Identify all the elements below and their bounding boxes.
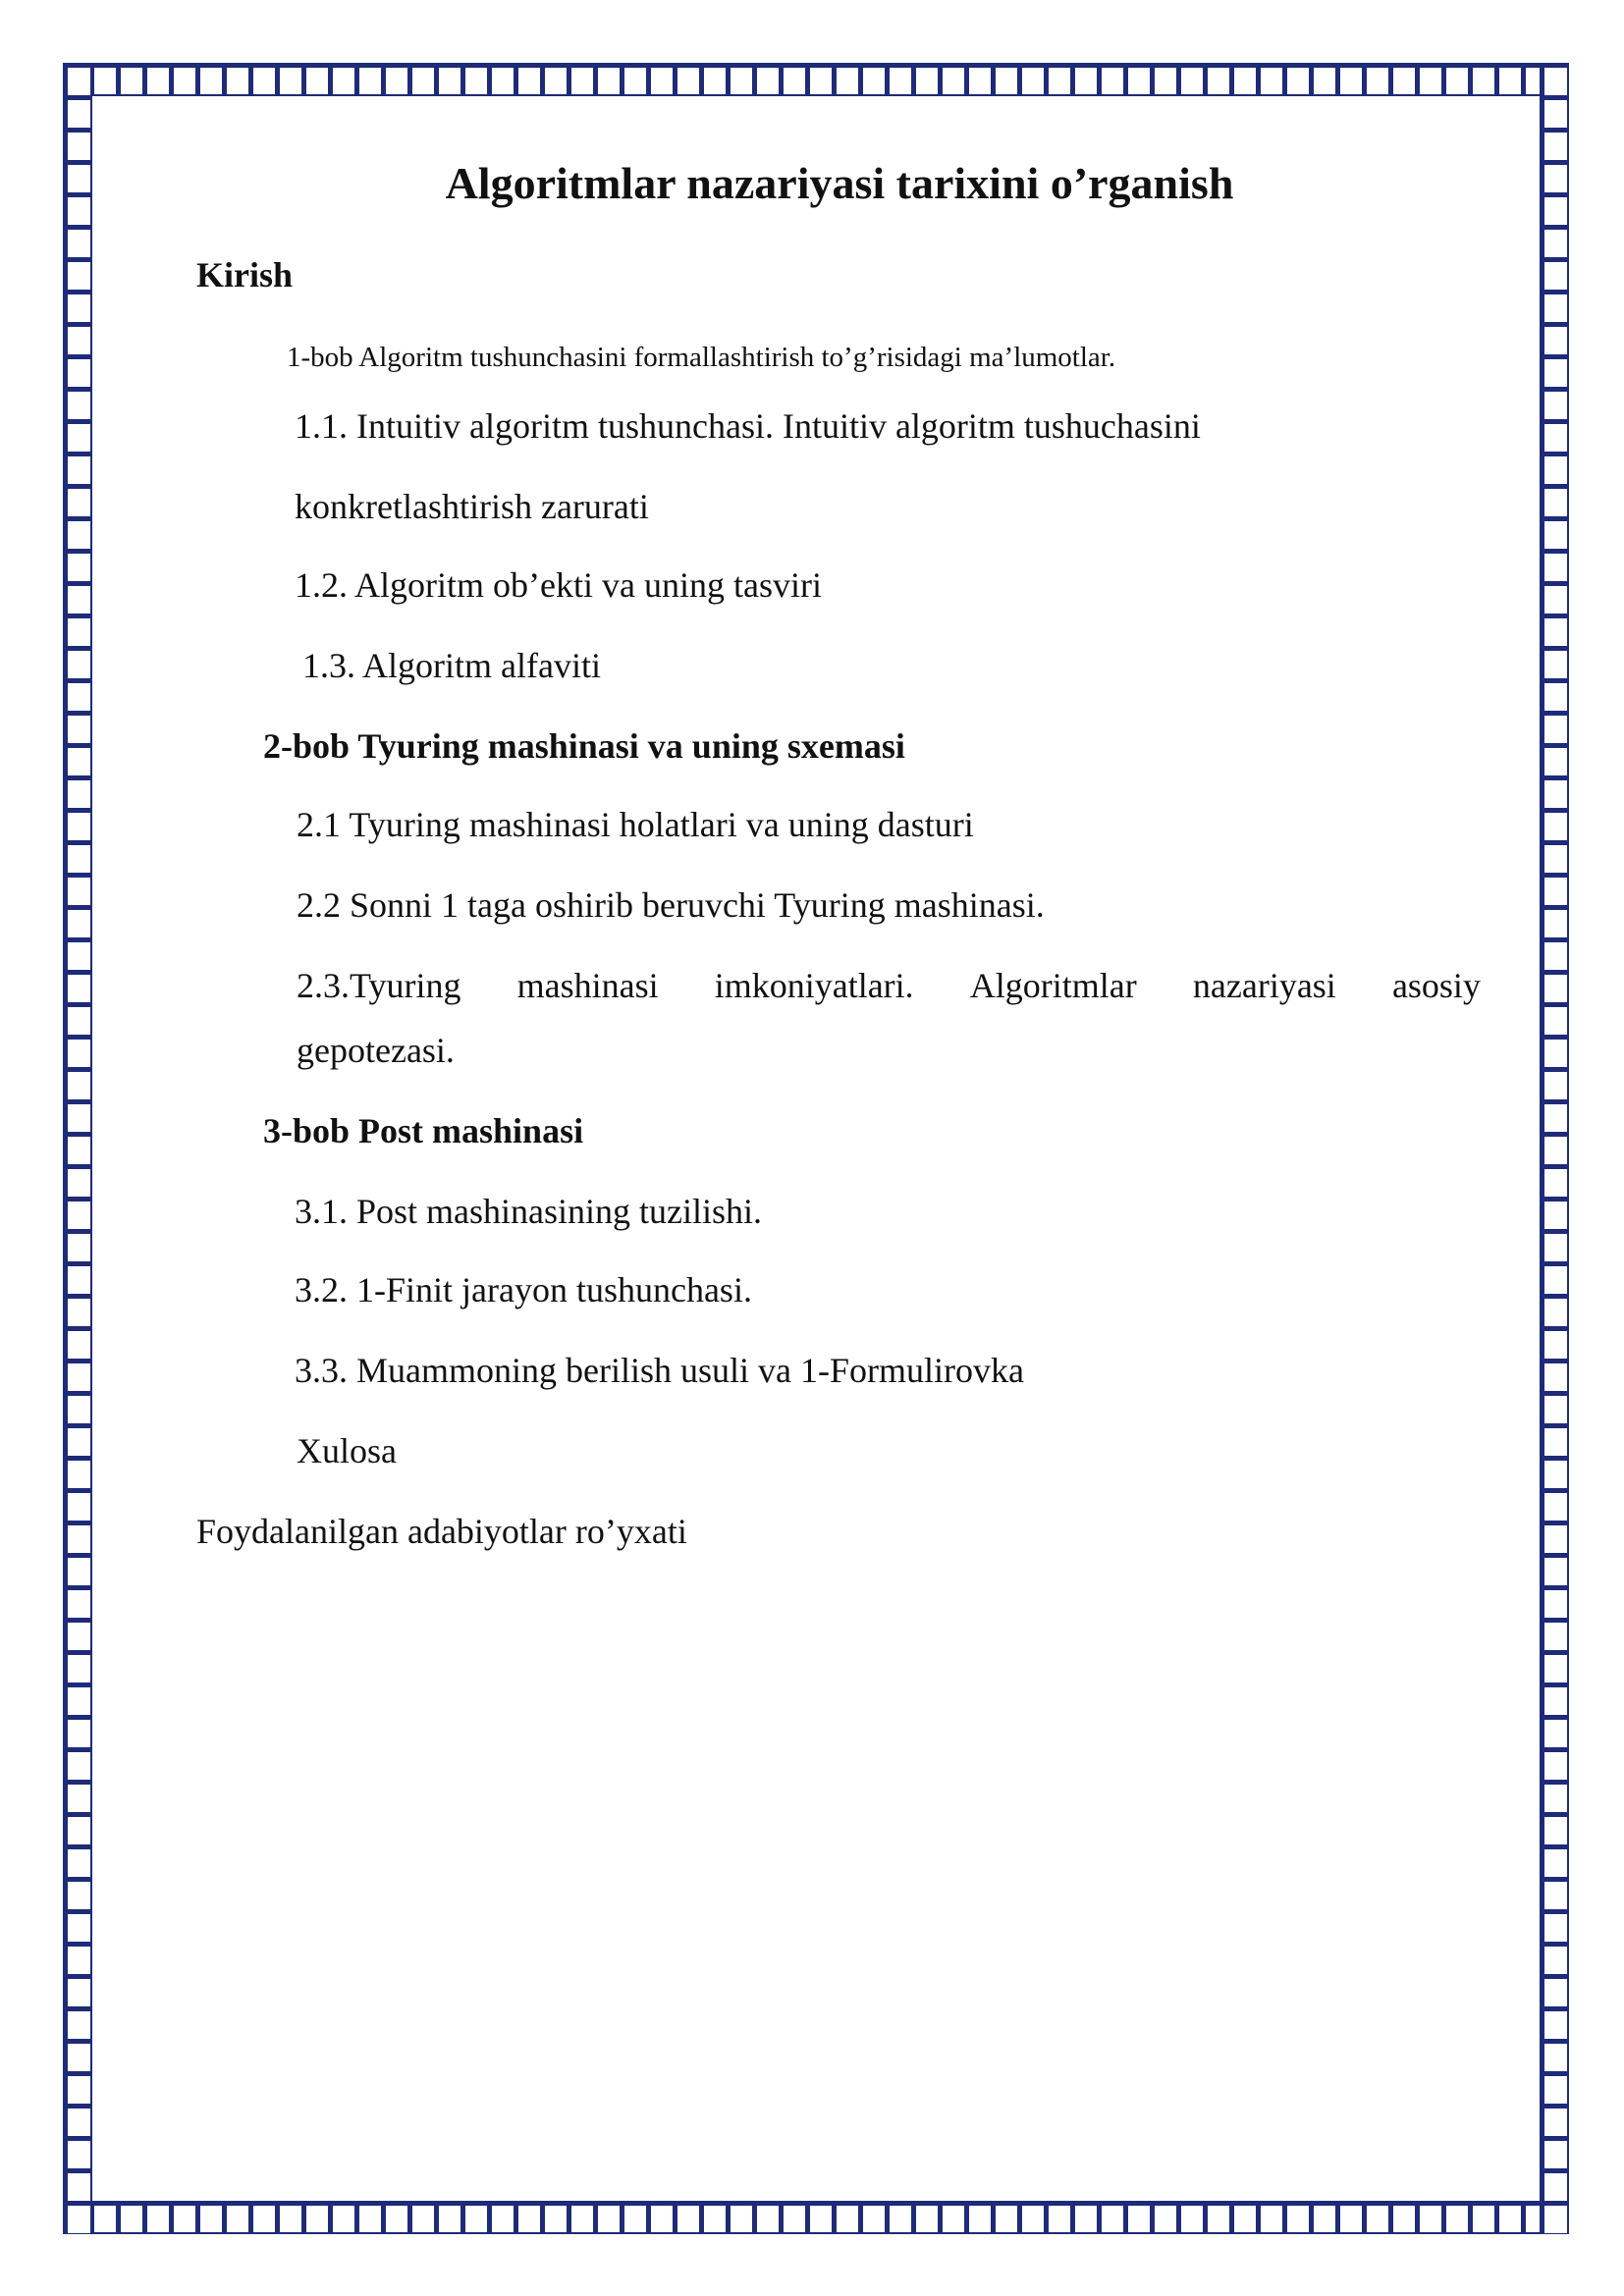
section-3-3: 3.3. Muammoning berilish usuli va 1-Formulirovka — [295, 1351, 1024, 1390]
section-3-1: 3.1. Post mashinasining tuzilishi. — [295, 1192, 763, 1231]
page-title: Algoritmlar nazariyasi tarixini o’rganish — [445, 158, 1234, 208]
section-1-3: 1.3. Algoritm alfaviti — [302, 646, 601, 685]
chapter-3-heading: 3-bob Post mashinasi — [263, 1111, 584, 1150]
references-heading: Foydalanilgan adabiyotlar ro’yxati — [196, 1512, 687, 1551]
decorative-border-top — [63, 63, 1569, 96]
section-1-1-line-2: konkretlashtirish zarurati — [295, 487, 649, 526]
conclusion: Xulosa — [297, 1431, 397, 1470]
section-2-2: 2.2 Sonni 1 taga oshirib beruvchi Tyuring mashinasi. — [297, 885, 1045, 925]
section-3-2: 3.2. 1-Finit jarayon tushunchasi. — [295, 1270, 752, 1309]
section-2-3-word: mashinasi — [516, 966, 659, 1005]
decorative-border-left — [63, 63, 92, 2234]
chapter-1-heading: 1-bob Algoritm tushunchasini formallashtirish to’g’risidagi ma’lumotlar. — [287, 342, 1116, 373]
section-2-3-line-1 — [297, 964, 1481, 1007]
intro-heading: Kirish — [196, 255, 294, 294]
section-1-1-line-1: 1.1. Intuitiv algoritm tushunchasi. Intuitiv algoritm tushuchasini — [295, 406, 1201, 446]
decorative-border-bottom — [63, 2201, 1569, 2234]
chapter-2-heading: 2-bob Tyuring mashinasi va uning sxemasi — [263, 726, 905, 766]
section-2-3-word: 2.3.Tyuring — [297, 966, 461, 1005]
section-2-3-word: nazariyasi — [1192, 966, 1336, 1005]
section-2-3-word: Algoritmlar — [969, 966, 1137, 1005]
section-1-2: 1.2. Algoritm ob’ekti va uning tasviri — [295, 565, 822, 605]
section-2-3-line-2: gepotezasi. — [297, 1031, 455, 1070]
section-2-3-word: asosiy — [1391, 966, 1481, 1005]
section-2-3-word: imkoniyatlari. — [714, 966, 914, 1005]
decorative-border-right — [1540, 63, 1569, 2234]
section-2-1: 2.1 Tyuring mashinasi holatlari va uning dasturi — [297, 805, 974, 844]
